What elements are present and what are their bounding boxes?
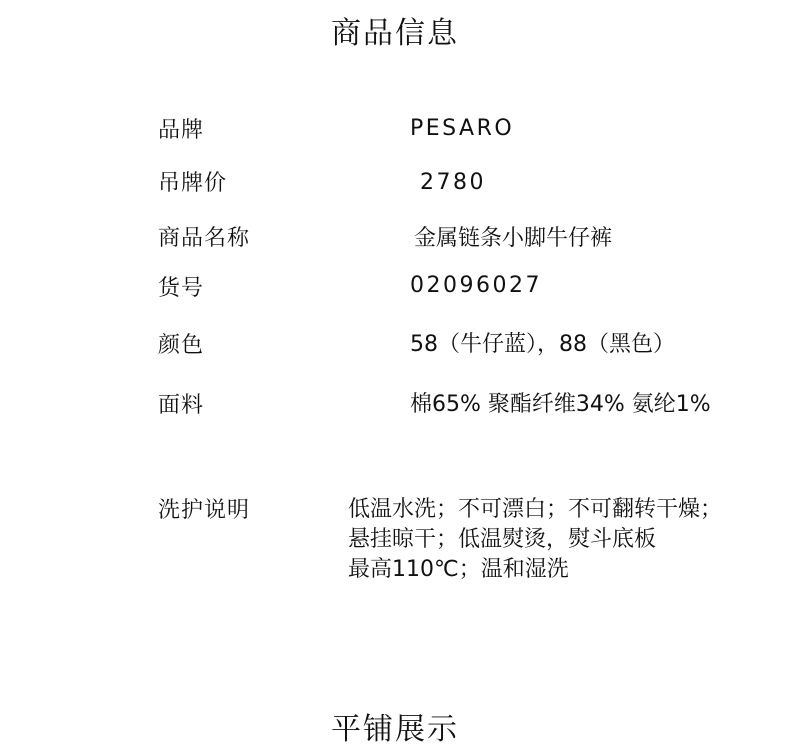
brand-value: PESARO xyxy=(410,116,515,141)
care-line: 最高110℃；温和湿洗 xyxy=(348,557,569,582)
fabric-value: 棉65% 聚酯纤维34% 氨纶1% xyxy=(410,392,711,417)
section-title-flat-display: 平铺展示 xyxy=(331,712,459,747)
item-number-label: 货号 xyxy=(158,276,205,301)
fabric-label: 面料 xyxy=(158,393,205,418)
care-label: 洗护说明 xyxy=(158,498,251,523)
care-line: 悬挂晾干；低温熨烫，熨斗底板 xyxy=(348,527,657,552)
brand-label: 品牌 xyxy=(158,118,205,143)
product-name-value: 金属链条小脚牛仔裤 xyxy=(414,226,613,251)
color-value: 58（牛仔蓝），88（黑色） xyxy=(410,332,675,357)
page-title: 商品信息 xyxy=(331,16,459,51)
care-line: 低温水洗；不可漂白；不可翻转干燥； xyxy=(348,497,723,522)
color-label: 颜色 xyxy=(158,333,205,358)
tag-price-value: 2780 xyxy=(420,170,486,195)
item-number-value: 02096027 xyxy=(410,273,542,298)
tag-price-label: 吊牌价 xyxy=(158,171,228,196)
product-name-label: 商品名称 xyxy=(158,226,251,251)
care-instructions xyxy=(348,495,722,585)
